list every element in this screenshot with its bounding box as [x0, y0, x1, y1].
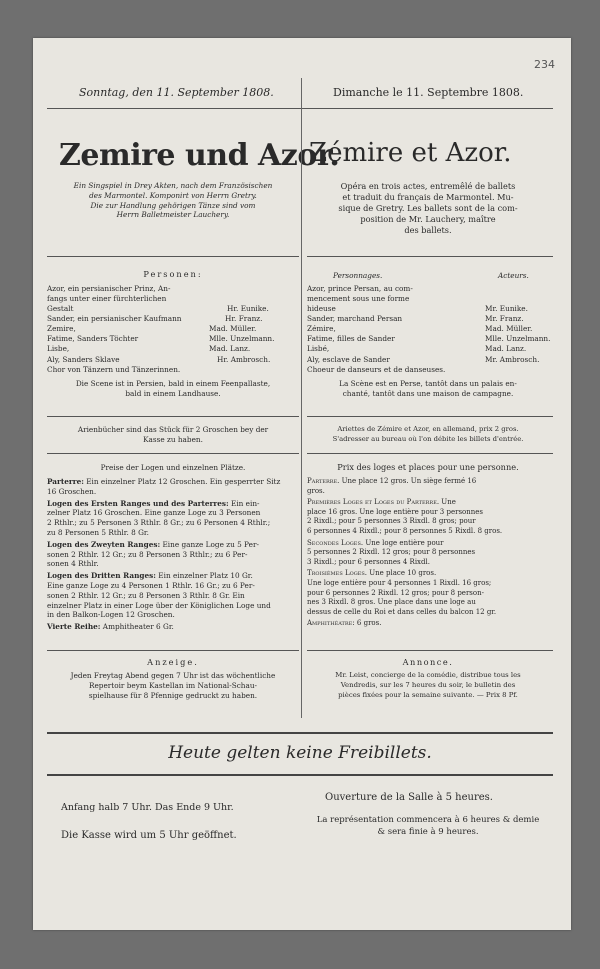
scene-de: Die Scene ist in Persien, bald in einem Feenpallaste, bald in einem Landhause. [75, 379, 271, 398]
rule-cast-de [47, 256, 299, 257]
libretto-de: Arienbücher sind das Stück für 2 Groschen bey der Kasse zu haben. [77, 425, 269, 444]
price-row-de-3: Logen des Dritten Ranges: Ein einzelner Platz 10 Gr. Eine ganze Loge zu 4 Personen 1 Rthlr. 16 Gr.; zu 6 Per- sonen 2 Rthlr. 12 Gr.; zu 8 Personen 3 Rthlr. 8 Gr. Ein einzelner Platz in einer Loge über der Königlichen Loge und in den Balkon-Logen 12 Groschen. [47, 571, 271, 620]
price-row-de-1: Logen des Ersten Ranges und des Parterres: Ein ein- zelner Platz 16 Groschen. Eine ganze Loge zu 3 Personen 2 Rthlr.; zu 5 Personen 3 Rthlr. 8 Gr.; zu 6 Personen 4 Rthlr.; zu 8 Personen 5 Rthlr. 8 Gr. [47, 498, 271, 537]
start-time-de: Anfang halb 7 Uhr. Das Ende 9 Uhr. [61, 802, 234, 813]
cast-role-de-1: Sander, ein persianischer Kaufmann [47, 314, 182, 323]
cast-actor-fr-2: Mad. Müller. Mlle. Unzelmann. Mad. Lanz. [485, 324, 551, 353]
subtitle-de: Ein Singspiel in Drey Akten, nach dem Französischen des Marmontel. Komponirt von Herrn Gretry. Die zur Handlung gehörigen Tänze sind vom Herrn Balletmeister Lauchery. [73, 181, 273, 220]
date-de: Sonntag, den 11. September 1808. [79, 86, 274, 99]
notice-fr: Mr. Leist, concierge de la comédie, distribue tous les Vendredis, sur les 7 heures du soir, le bulletin des pièces fixées pour la semaine suivante. — Prix 8 Pf. [335, 671, 521, 699]
actors-heading-fr: Acteurs. [498, 271, 529, 280]
cast-actor-de-3: Hr. Ambrosch. [217, 355, 271, 364]
rule-prices-fr [307, 453, 553, 454]
cast-heading-de: Personen: [143, 269, 203, 279]
rule-cast-fr [307, 256, 553, 257]
rule-prices-de [47, 453, 299, 454]
cast-role-de-0: Azor, ein persianischer Prinz, An- fangs unter einer fürchterlichen Gestalt [47, 284, 171, 313]
title-fr: Zémire et Azor. [309, 138, 512, 168]
cast-role-fr-2: Zémire, Fatime, filles de Sander Lisbé, [307, 324, 395, 353]
cast-role-fr-4: Choeur de danseurs et de danseuses. [307, 365, 446, 374]
price-row-fr-2: Secondes Loges. Une loge entière pour 5 personnes 2 Rixdl. 12 gros; pour 8 personnes 3 Rixdl.; pour 6 personnes 4 Rixdl. [307, 538, 476, 566]
start-time-fr: Ouverture de la Salle à 5 heures. [325, 792, 493, 803]
page-number: 234 [534, 58, 555, 71]
banner-rule-bottom [47, 774, 553, 776]
cast-role-de-4: Chor von Tänzern und Tänzerinnen. [47, 365, 181, 374]
cast-actor-de-1: Hr. Franz. [225, 314, 263, 323]
price-row-fr-3: Troisièmes Loges. Une place 10 gros. Une loge entière pour 4 personnes 1 Rixdl. 16 gros; pour 6 personnes 2 Rixdl. 12 gros; pour 8 person- nes 3 Rixdl. 8 gros. Une place dans une loge au dessus de celle du Roi et dans celles du balcon 12 gr. [307, 569, 497, 616]
price-row-fr-1: Premières Loges et Loges du Parterre. Une place 16 gros. Une loge entière pour 3 personnes 2 Rixdl.; pour 5 personnes 3 Rixdl. 8 gros; pour 6 personnes 4 Rixdl.; pour 8 personnes 5 Rixdl. 8 gros. [307, 498, 503, 535]
notice-heading-fr: Annonce. [402, 657, 454, 667]
notice-heading-de: Anzeige. [147, 657, 199, 667]
scene-fr: La Scène est en Perse, tantôt dans un palais en- chanté, tantôt dans une maison de campagne. [339, 379, 517, 398]
cast-role-fr-0: Azor, prince Persan, au com- mencement sous une forme hideuse [307, 284, 413, 313]
rule-notice-de [47, 650, 299, 651]
top-rule [47, 108, 553, 109]
title-de: Zemire und Azor. [59, 138, 340, 173]
cast-role-de-2: Zemire, Fatime, Sanders Töchter Lisbe, [47, 324, 139, 353]
prices-heading-de: Preise der Logen und einzelnen Plätze. [100, 463, 246, 472]
cast-role-de-3: Aly, Sanders Sklave [47, 355, 120, 364]
cast-actor-de-0: Hr. Eunike. [227, 304, 269, 313]
prices-heading-fr: Prix des loges et places pour une personne. [337, 462, 519, 472]
date-fr: Dimanche le 11. Septembre 1808. [333, 86, 524, 99]
box-office-fr: La représentation commencera à 6 heures & demie & sera finie à 9 heures. [316, 815, 540, 837]
cast-heading-fr: Personnages. [333, 271, 383, 280]
libretto-fr: Ariettes de Zémire et Azor, en allemand, prix 2 gros. S'adresser au bureau où l'on débite les billets d'entrée. [332, 425, 524, 443]
price-row-fr-4: Amphithéatre: 6 gros. [307, 619, 382, 628]
notice-de: Jeden Freytag Abend gegen 7 Uhr ist das wöchentliche Repertoir beym Kastellan im National-Schau- spielhause für 8 Pfennige gedruckt zu haben. [70, 671, 276, 700]
price-row-de-0: Parterre: Ein einzelner Platz 12 Groschen. Ein gesperrter Sitz 16 Groschen. [47, 477, 281, 496]
rule-libretto-fr [307, 416, 553, 417]
subtitle-fr: Opéra en trois actes, entremêlé de ballets et traduit du français de Marmontel. Mu- sique de Gretry. Les ballets sont de la com- position de Mr. Lauchery, maître des ballets. [338, 181, 518, 235]
rule-notice-fr [307, 650, 553, 651]
cast-actor-de-2: Mad. Müller. Mlle. Unzelmann. Mad. Lanz. [209, 324, 275, 353]
banner: Heute gelten keine Freibillets. [168, 743, 432, 763]
cast-actor-fr-1: Mr. Franz. [485, 314, 524, 323]
box-office-de: Die Kasse wird um 5 Uhr geöffnet. [61, 830, 237, 841]
column-divider [301, 78, 302, 718]
cast-role-fr-3: Aly, esclave de Sander [307, 355, 390, 364]
price-row-de-2: Logen des Zweyten Ranges: Eine ganze Loge zu 5 Per- sonen 2 Rthlr. 12 Gr.; zu 8 Personen 3 Rthlr.; zu 6 Per- sonen 4 Rthlr. [47, 539, 259, 569]
rule-libretto-de [47, 416, 299, 417]
prices-fr [307, 477, 553, 629]
banner-rule-top [47, 732, 553, 734]
cast-actor-fr-0: Mr. Eunike. [485, 304, 528, 313]
price-row-de-4: Vierte Reihe: Amphitheater 6 Gr. [47, 622, 174, 632]
price-row-fr-0: Parterre. Une place 12 gros. Un siège fermé 16 gros. [307, 477, 477, 495]
playbill-sheet [33, 38, 571, 930]
cast-actor-fr-3: Mr. Ambrosch. [485, 355, 540, 364]
cast-role-fr-1: Sander, marchand Persan [307, 314, 403, 323]
prices-de [47, 477, 299, 632]
